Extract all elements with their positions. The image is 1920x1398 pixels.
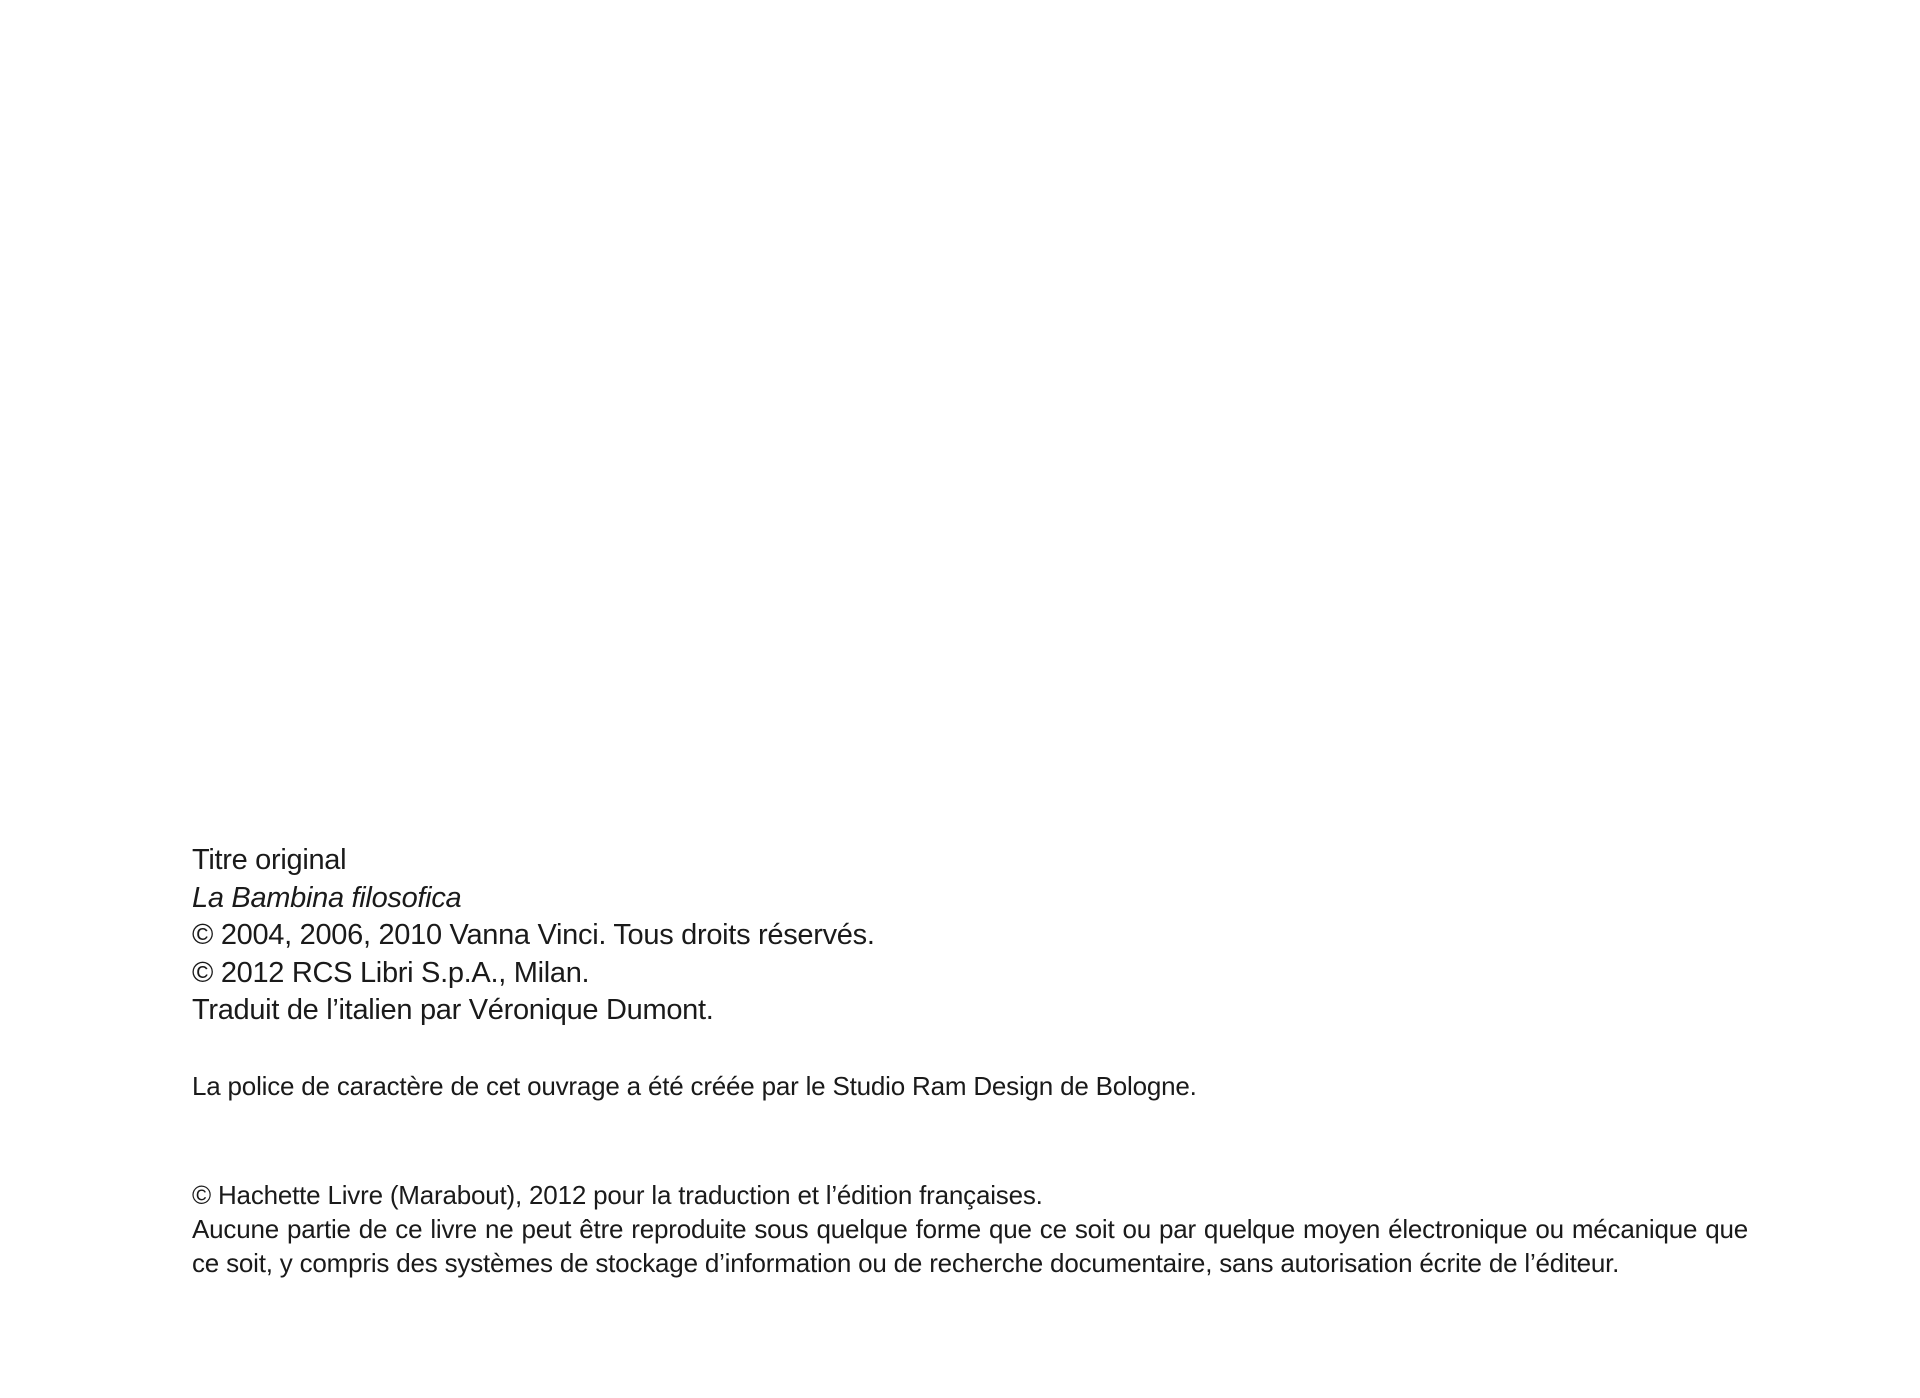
copyright-author: © 2004, 2006, 2010 Vanna Vinci. Tous droits réservés. (192, 919, 875, 951)
original-title-label: Titre original (192, 844, 347, 876)
copyright-french-edition: © Hachette Livre (Marabout), 2012 pour la traduction et l’édition françaises. (192, 1180, 1043, 1210)
font-credit-note: La police de caractère de cet ouvrage a été créée par le Studio Ram Design de Bologne. (192, 1071, 1197, 1101)
rights-notice: Aucune partie de ce livre ne peut être reproduite sous quelque forme que ce soit ou par quelque moyen électronique ou mécanique que ce soit, y compris des systèmes de stockage d’information ou de recherche documentaire, sans autorisation écrite de l’éditeur. (192, 1214, 1748, 1278)
legal-block (192, 1178, 1748, 1280)
copyright-publisher: © 2012 RCS Libri S.p.A., Milan. (192, 956, 590, 989)
translator-credit: Traduit de l’italien par Véronique Dumont. (192, 994, 714, 1026)
credits-block (192, 842, 1752, 1030)
original-title: La Bambina filosofica (192, 881, 462, 914)
